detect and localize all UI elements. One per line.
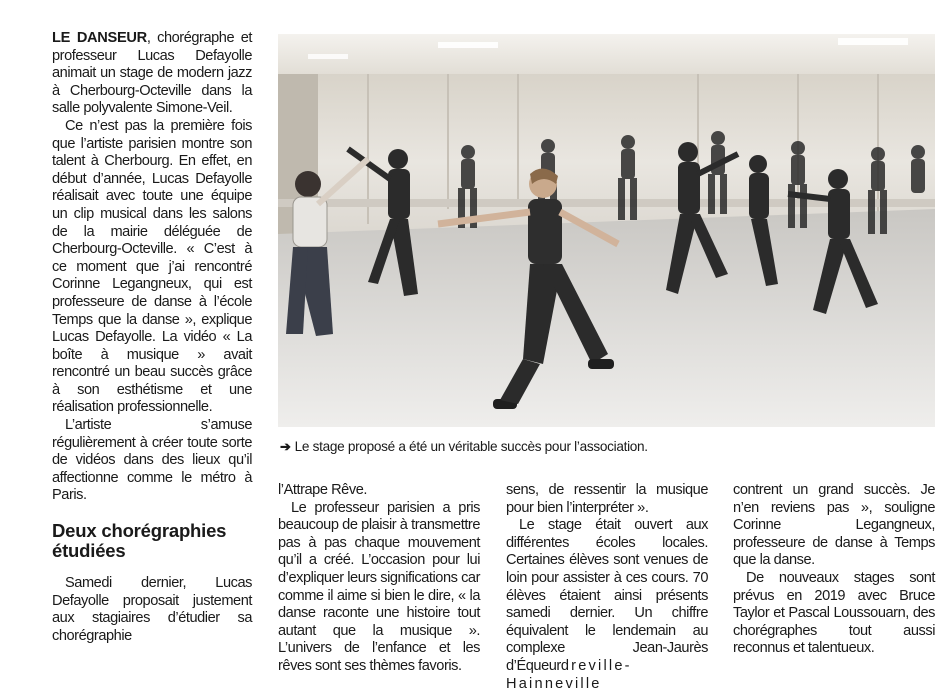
paragraph-col4-1: contrent un grand succès. Je n’en reviens pas », souligne Corinne Legangneux, professeure de danse à Temps que la danse. bbox=[733, 482, 935, 569]
paragraph-col3-2: Le stage était ouvert aux différentes écoles locales. Certaines élèves sont venues de loin pour assister à ces cours. 70 élèves étaient ainsi présents samedi dernier. Un chiffre équivalent le lendemain au complexe Jean-Jaurès d’Équeurdreville-Hainneville bbox=[506, 517, 708, 692]
photo-caption bbox=[280, 438, 930, 455]
paragraph-col4-2: De nouveaux stages sont prévus en 2019 avec Bruce Taylor et Pascal Loussouarn, des chorégraphes tout aussi reconnus et talentueux. bbox=[733, 569, 935, 657]
paragraph-3: L’artiste s’amuse régulièrement à créer toute sorte de vidéos dans des lieux qu’il affectionne comme le métro à Paris. bbox=[52, 417, 252, 504]
spaced-word: dreville-Hainneville bbox=[506, 657, 632, 692]
paragraph-intro bbox=[52, 30, 252, 118]
article-column-4 bbox=[733, 482, 935, 675]
caption-text: Le stage proposé a été un véritable succès pour l’association. bbox=[294, 439, 648, 454]
article-column-1 bbox=[52, 30, 252, 675]
lead-word: LE DANSEUR bbox=[52, 30, 147, 46]
paragraph-col2-1: l’Attrape Rêve. bbox=[278, 482, 367, 498]
paragraph-4: Samedi dernier, Lucas Defayolle proposait justement aux stagiaires d’étudier sa chorégraphie bbox=[52, 575, 252, 644]
arrow-right-icon: ➔ bbox=[280, 439, 291, 454]
article-column-2 bbox=[278, 482, 480, 675]
paragraph-col3-1: sens, de ressentir la musique pour bien l’interpréter ». bbox=[506, 482, 708, 516]
paragraph-col2-2: Le professeur parisien a pris beaucoup de plaisir à transmettre pas à pas chaque mouvement qu’il a créé. L’occasion pour lui d’expliquer leurs significations car comme il aime si bien le dire, « la danse raconte une histoire tout autant que la musique ». L’univers de l’enfance et les rêves sont ses thèmes favoris. bbox=[278, 499, 481, 674]
article-column-3 bbox=[506, 482, 708, 692]
intro-text: , chorégraphe et professeur Lucas Defayolle animait un stage de modern jazz à Cherbourg-Octeville dans la salle polyvalente Simone-Veil. bbox=[52, 30, 252, 117]
dance-class-photo bbox=[278, 34, 935, 427]
paragraph-2: Ce n’est pas la première fois que l’artiste parisien montre son talent à Cherbourg. En effet, en début d’année, Lucas Defayolle réalisait avec toute une équipe un clip musical dans les salons de la mairie déléguée de Cherbourg-Octeville. « C’est à ce moment que j’ai rencontré Corinne Legangneux, qui est professeure de danse à l’école Temps que la danse », explique Lucas Defayolle. La vidéo « La boîte à musique » avait rencontré un beau succès grâce à son esthétisme et une réalisation professionnelle. bbox=[52, 117, 252, 416]
subheading: Deux chorégraphies étudiées bbox=[52, 520, 227, 562]
